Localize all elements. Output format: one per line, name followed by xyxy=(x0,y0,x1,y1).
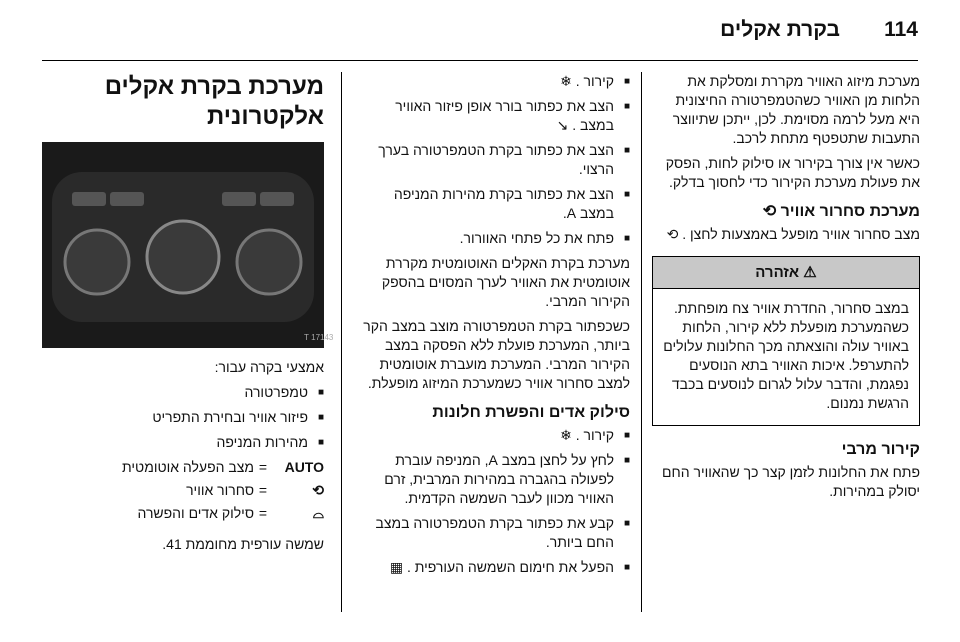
symbol-legend xyxy=(42,458,324,523)
recirc-text: מצב סחרור אוויר מופעל באמצעות לחצן . xyxy=(682,226,920,242)
section-title xyxy=(42,72,324,132)
equals-sign: = xyxy=(258,459,268,475)
list-item-text: קירור . xyxy=(575,427,614,443)
snowflake-icon: ❄ xyxy=(560,427,572,443)
recirculation-icon: ⟲ xyxy=(762,203,777,220)
recirc-heading-text: מערכת סחרור אוויר xyxy=(780,203,920,220)
snowflake-icon: ❄ xyxy=(560,73,572,89)
header-rule xyxy=(42,60,918,61)
symbol-row xyxy=(42,458,324,477)
list-item: ■ לחץ על לחצן במצב A, המניפה עוברת לפעולה בהגברה במהירות המרבית, זרם האוויר מכוון לעבר השמשה הקדמית. xyxy=(358,451,630,508)
cooling-steps-list xyxy=(358,72,630,248)
chapter-title: בקרת אקלים xyxy=(720,18,840,41)
defog-heading: סילוק אדים והפשרת חלונות xyxy=(432,404,630,421)
right-column xyxy=(652,72,920,507)
tip-paragraph: כאשר אין צורך בקירור או סילוק לחות, הפסק את פעולת מערכת הקירור כדי לחסוך בדלק. xyxy=(665,155,920,190)
rear-defrost-icon: ▦ xyxy=(389,559,404,575)
warning-header xyxy=(653,257,919,289)
max-cool-paragraph: פתח את החלונות לזמן קצר כך שהאוויר החם יסולק במהירות. xyxy=(662,464,920,499)
auto-code: AUTO xyxy=(284,459,324,475)
list-item: ■ קבע את כפתור בקרת הטמפרטורה במצב החם ביותר. xyxy=(358,514,630,552)
list-item: ■ מהירות המניפה xyxy=(42,433,324,452)
symbol-text: סחרור אוויר xyxy=(186,482,254,498)
controls-list xyxy=(42,383,324,452)
list-item: ■ פתח את כל פתחי האוורור. xyxy=(358,229,630,248)
section-title-line2: אלקטרונית xyxy=(207,103,324,130)
warning-icon: ⚠ xyxy=(803,264,817,281)
page-number: 114 xyxy=(884,18,918,41)
warning-title: אזהרה xyxy=(755,264,800,281)
section-title-line1: מערכת בקרת אקלים xyxy=(104,73,324,100)
air-distribution-icon: ↘ xyxy=(556,117,569,133)
list-item xyxy=(358,72,630,91)
list-item-text: הצב את כפתור בורר אופן פיזור האוויר במצב . xyxy=(395,98,614,133)
list-item-text: הפעל את חימום השמשה העורפית . xyxy=(406,559,614,575)
list-item xyxy=(358,558,630,577)
page-header xyxy=(0,0,960,58)
photo-code: 17143 T xyxy=(304,333,334,342)
list-item-text: קירור . xyxy=(575,73,614,89)
column-divider xyxy=(341,72,342,612)
recirc-paragraph xyxy=(652,225,920,244)
middle-column xyxy=(358,72,630,583)
auto-cool-paragraph: מערכת בקרת האקלים האוטומטית מקררת אוטומטית את האוויר לערך המסוים בהספק הקירור המרבי. xyxy=(381,255,630,309)
windshield-defrost-icon: ⌓ xyxy=(312,505,324,521)
controls-label: אמצעי בקרה עבור: xyxy=(214,359,324,375)
max-cold-paragraph: כשכפתור בקרת הטמפרטורה מוצב במצב הקר ביותר, המערכת פועלת ללא הפסקה במצב הקירור המרבי. המערכת מועברת אוטומטית למצב סחרור אוויר כשמערכת המיזוג מופעלת. xyxy=(363,318,630,391)
symbol-text: סילוק אדים והפשרה xyxy=(137,505,254,521)
warning-body: במצב סחרור, החדרת אוויר צח מופחתת. כשהמערכת מופעלת ללא קירור, הלחות באוויר עולה והוצאתה מכך החלונות עלולים להתערפל. איכות האוויר בתא הנוסעים נפגמת, והדבר עלול לגרום לנוסעים בכבד הרגשת נמנום. xyxy=(663,300,909,411)
symbol-row xyxy=(42,504,324,523)
list-item: ■ הצב את כפתור בקרת מהירות המניפה במצב A. xyxy=(358,185,630,223)
symbol-text: מצב הפעלה אוטומטית xyxy=(122,459,254,475)
defog-steps-list xyxy=(358,426,630,577)
symbol-row xyxy=(42,481,324,500)
list-item xyxy=(358,97,630,135)
cross-reference: שמשה עורפית מחוממת 41. xyxy=(162,536,324,552)
intro-paragraph: מערכת מיזוג האוויר מקררת ומסלקת את הלחות מן האוויר כשהטמפרטורה החיצונית היא מעל לרמה מסוימת. לכן, ייתכן שתיווצר התעבות שתטפטף מתחת לרכב. xyxy=(672,73,920,146)
list-item: ■ פיזור אוויר ובחירת התפריט xyxy=(42,408,324,427)
recirculation-icon: ⟲ xyxy=(666,226,679,242)
recirculation-icon: ⟲ xyxy=(312,482,324,498)
list-item: ■ טמפרטורה xyxy=(42,383,324,402)
max-cool-heading: קירור מרבי xyxy=(841,441,920,458)
recirc-heading xyxy=(652,202,920,221)
list-item xyxy=(358,426,630,445)
list-item: ■ הצב את כפתור בקרת הטמפרטורה בערך הרצוי. xyxy=(358,141,630,179)
equals-sign: = xyxy=(258,505,268,521)
climate-panel-photo xyxy=(42,142,334,348)
equals-sign: = xyxy=(258,482,268,498)
column-divider xyxy=(641,72,642,612)
left-column xyxy=(42,72,334,560)
warning-box xyxy=(652,256,920,426)
